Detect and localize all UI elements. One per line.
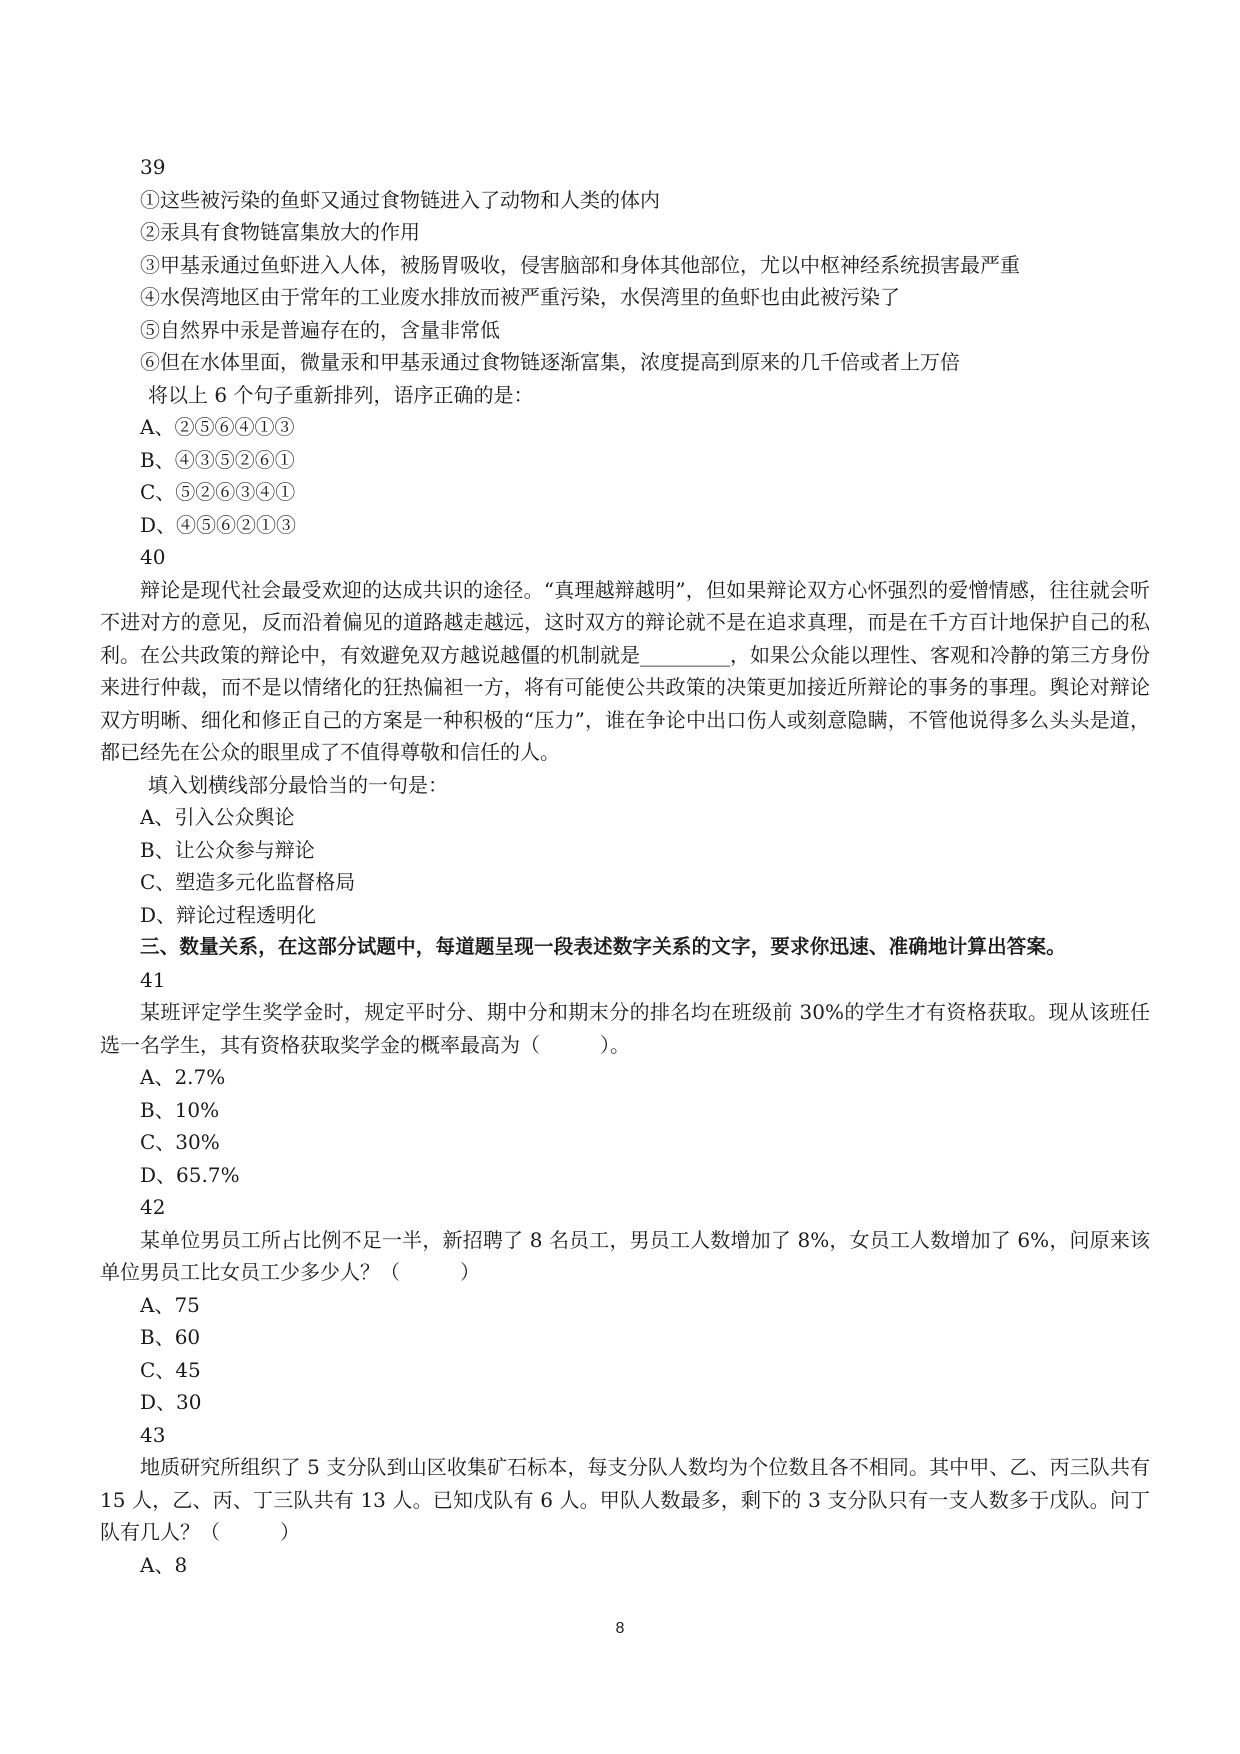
option-a: A、引入公众舆论 xyxy=(140,805,295,829)
option-c: C、⑤②⑥③④① xyxy=(140,480,296,504)
page-number: 8 xyxy=(615,1620,625,1637)
option-c: C、塑造多元化监督格局 xyxy=(140,870,356,894)
question-passage: 辩论是现代社会最受欢迎的达成共识的途径。“真理越辩越明”，但如果辩论双方心怀强烈的爱憎情感，往往就会听不进对方的意见，反而沿着偏见的道路越走越远，这时双方的辩论就不是在追求真理，而是在千方百计地保护自己的私利。在公共政策的辩论中，有效避免双方越说越僵的机制就是_________，如果公众能以理性、客观和冷静的第三方身份来进行仲裁，而不是以情绪化的狂热偏袒一方，将有可能使公共政策的决策更加接近所辩论的事务的事理。舆论对辩论双方明晰、细化和修正自己的方案是一种积极的“压力”，谁在争论中出口伤人或刻意隐瞒，不管他说得多么头头是道，都已经先在公众的眼里成了不值得尊敬和信任的人。 xyxy=(100,577,1150,764)
section-title: 三、数量关系，在这部分试题中，每道题呈现一段表述数字关系的文字，要求你迅速、准确地计算出答案。 xyxy=(140,935,1066,958)
question-text: 某班评定学生奖学金时，规定平时分、期中分和期末分的排名均在班级前 30%的学生才有资格获取。现从该班任选一名学生，其有资格获取奖学金的概率最高为（ ）。 xyxy=(100,1000,1150,1057)
question-number: 43 xyxy=(140,1422,166,1447)
option-a: A、75 xyxy=(140,1292,200,1317)
page-content xyxy=(100,151,1150,1581)
sentence-1: ①这些被污染的鱼虾又通过食物链进入了动物和人类的体内 xyxy=(140,187,660,212)
option-b: B、10% xyxy=(140,1097,220,1122)
question-number: 40 xyxy=(140,545,166,569)
question-text: 地质研究所组织了 5 支分队到山区收集矿石标本，每支分队人数均为个位数且各不相同。其中甲、乙、丙三队共有 15 人，乙、丙、丁三队共有 13 人。已知戊队有 6 人。甲队人数最多，剩下的 3 支分队只有一支人数多于戊队。问丁队有几人？（ ） xyxy=(100,1455,1150,1544)
option-d: D、④⑤⑥②①③ xyxy=(140,512,297,537)
option-d: D、30 xyxy=(140,1390,202,1414)
sentence-4: ④水俣湾地区由于常年的工业废水排放而被严重污染，水俣湾里的鱼虾也由此被污染了 xyxy=(140,285,900,309)
option-d: D、辩论过程透明化 xyxy=(140,902,317,927)
option-a: A、2.7% xyxy=(140,1065,226,1089)
question-number: 42 xyxy=(140,1195,166,1219)
option-a: A、8 xyxy=(140,1552,188,1577)
sentence-5: ⑤自然界中汞是普遍存在的，含量非常低 xyxy=(140,317,500,342)
sentence-2: ②汞具有食物链富集放大的作用 xyxy=(140,220,420,244)
option-c: C、30% xyxy=(140,1130,220,1154)
question-prompt: 填入划横线部分最恰当的一句是： xyxy=(148,772,448,797)
option-a: A、②⑤⑥④①③ xyxy=(140,415,295,439)
question-text: 某单位男员工所占比例不足一半，新招聘了 8 名员工，男员工人数增加了 8%，女员工人数增加了 6%，问原来该单位男员工比女员工少多少人？（ ） xyxy=(100,1227,1150,1284)
question-prompt: 将以上 6 个句子重新排列，语序正确的是： xyxy=(148,382,534,407)
sentence-3: ③甲基汞通过鱼虾进入人体，被肠胃吸收，侵害脑部和身体其他部位，尤以中枢神经系统损害最严重 xyxy=(140,252,1020,277)
option-c: C、45 xyxy=(140,1357,201,1382)
question-number: 39 xyxy=(140,155,166,179)
option-b: B、④③⑤②⑥① xyxy=(140,447,295,472)
option-b: B、让公众参与辩论 xyxy=(140,837,315,862)
option-d: D、65.7% xyxy=(140,1162,240,1187)
question-number: 41 xyxy=(140,967,166,992)
sentence-6: ⑥但在水体里面，微量汞和甲基汞通过食物链逐渐富集，浓度提高到原来的几千倍或者上万倍 xyxy=(140,350,960,374)
option-b: B、60 xyxy=(140,1325,201,1349)
